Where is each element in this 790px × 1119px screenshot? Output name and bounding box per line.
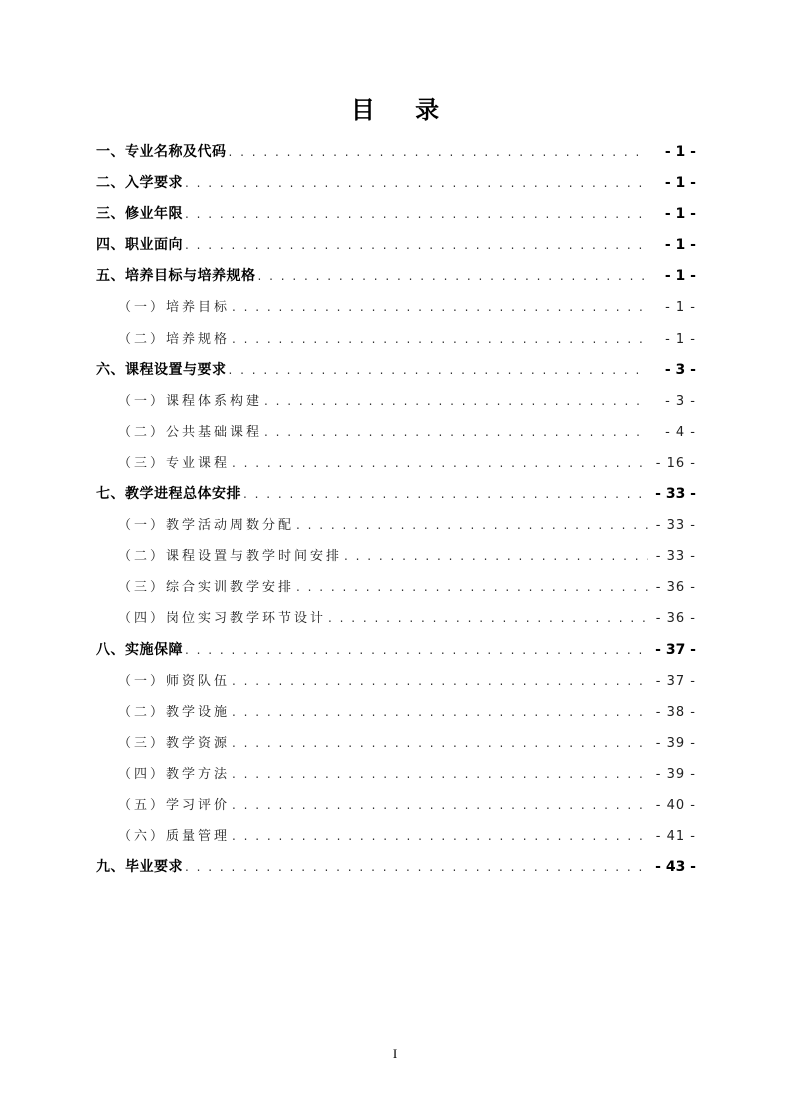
toc-entry-page: - 1 -: [664, 144, 696, 160]
toc-entry[interactable]: [96, 479, 696, 510]
dot-leader: [232, 728, 648, 759]
toc-entry-page: - 40 -: [655, 797, 696, 813]
toc-entry-page: - 37 -: [655, 673, 696, 689]
toc-entry-title: （一）教学活动周数分配: [118, 518, 295, 534]
toc-entry-page: - 41 -: [655, 829, 696, 845]
toc-entry-page: - 36 -: [655, 580, 696, 596]
dot-leader: [264, 386, 648, 417]
dot-leader: [232, 448, 648, 479]
toc-entry-title: 九、毕业要求: [96, 859, 183, 876]
toc-entry-page: - 1 -: [665, 331, 696, 347]
dot-leader: [229, 137, 649, 168]
toc-entry-page: - 1 -: [664, 268, 696, 285]
toc-entry-title: （三）教学资源: [118, 735, 231, 751]
toc-entry-page: - 33 -: [655, 486, 696, 503]
dot-leader: [232, 790, 648, 821]
dot-leader: [258, 261, 649, 292]
toc-subentry[interactable]: [96, 510, 696, 541]
toc-entry[interactable]: [96, 168, 696, 199]
toc-entry-title: （三）专业课程: [118, 455, 231, 471]
toc-entry-title: 一、专业名称及代码: [96, 144, 227, 160]
toc-subentry[interactable]: [96, 790, 696, 821]
dot-leader: [185, 230, 648, 261]
toc-entry-title: （一）培养目标: [118, 300, 231, 316]
toc-subentry[interactable]: [96, 572, 696, 603]
table-of-contents: [96, 137, 696, 883]
toc-entry-title: （一）师资队伍: [118, 673, 231, 689]
toc-subentry[interactable]: [96, 666, 696, 697]
toc-entry-title: 六、课程设置与要求: [96, 361, 227, 378]
toc-entry-page: - 36 -: [655, 611, 696, 627]
dot-leader: [185, 199, 648, 230]
toc-entry-page: - 1 -: [664, 237, 696, 254]
dot-leader: [229, 355, 649, 386]
toc-entry-title: （二）公共基础课程: [118, 424, 263, 440]
toc-entry-title: 二、入学要求: [96, 175, 183, 192]
dot-leader: [185, 852, 648, 883]
toc-subentry[interactable]: [96, 386, 696, 417]
toc-entry-title: （四）教学方法: [118, 766, 231, 782]
toc-entry-page: - 33 -: [655, 549, 696, 565]
dot-leader: [243, 479, 648, 510]
toc-subentry[interactable]: [96, 324, 696, 355]
toc-entry-page: - 4 -: [665, 424, 696, 440]
toc-entry[interactable]: [96, 355, 696, 386]
toc-entry[interactable]: [96, 137, 696, 168]
dot-leader: [296, 510, 648, 541]
dot-leader: [232, 666, 648, 697]
dot-leader: [344, 541, 648, 572]
dot-leader: [232, 324, 648, 355]
toc-subentry[interactable]: [96, 821, 696, 852]
toc-entry-page: - 33 -: [655, 518, 696, 534]
toc-entry-title: （四）岗位实习教学环节设计: [118, 611, 327, 627]
toc-entry-page: - 39 -: [655, 735, 696, 751]
toc-entry-title: （三）综合实训教学安排: [118, 580, 295, 596]
toc-entry-title: 七、教学进程总体安排: [96, 486, 241, 503]
dot-leader: [185, 168, 648, 199]
toc-entry[interactable]: [96, 261, 696, 292]
toc-entry-title: （二）课程设置与教学时间安排: [118, 549, 343, 565]
toc-entry-page: - 1 -: [664, 175, 696, 192]
toc-entry-title: （五）学习评价: [118, 797, 231, 813]
toc-subentry[interactable]: [96, 541, 696, 572]
dot-leader: [328, 603, 648, 634]
toc-entry-page: - 3 -: [664, 361, 696, 378]
toc-subentry[interactable]: [96, 697, 696, 728]
toc-entry-page: - 39 -: [655, 766, 696, 782]
toc-subentry[interactable]: [96, 759, 696, 790]
dot-leader: [232, 697, 648, 728]
toc-entry-page: - 3 -: [665, 393, 696, 409]
toc-entry-page: - 43 -: [655, 859, 696, 876]
toc-entry-page: - 16 -: [655, 455, 696, 471]
toc-entry-title: （六）质量管理: [118, 829, 231, 845]
toc-subentry[interactable]: [96, 417, 696, 448]
page-number: I: [392, 1046, 398, 1061]
toc-entry-title: （二）教学设施: [118, 704, 231, 720]
toc-entry[interactable]: [96, 635, 696, 666]
toc-subentry[interactable]: [96, 448, 696, 479]
toc-subentry[interactable]: [96, 292, 696, 323]
toc-entry-page: - 1 -: [665, 300, 696, 316]
toc-entry-title: （一）课程体系构建: [118, 393, 263, 409]
toc-entry[interactable]: [96, 199, 696, 230]
toc-entry-title: （二）培养规格: [118, 331, 231, 347]
toc-entry[interactable]: [96, 230, 696, 261]
toc-entry-title: 五、培养目标与培养规格: [96, 268, 256, 285]
dot-leader: [296, 572, 648, 603]
toc-entry-title: 四、职业面向: [96, 237, 183, 254]
dot-leader: [232, 759, 648, 790]
dot-leader: [232, 292, 648, 323]
toc-entry-page: - 38 -: [655, 704, 696, 720]
toc-title: 目 录: [350, 95, 456, 124]
dot-leader: [264, 417, 648, 448]
toc-entry-title: 三、修业年限: [96, 206, 183, 223]
toc-subentry[interactable]: [96, 603, 696, 634]
toc-entry[interactable]: [96, 852, 696, 883]
toc-entry-title: 八、实施保障: [96, 641, 183, 658]
toc-subentry[interactable]: [96, 728, 696, 759]
toc-entry-page: - 37 -: [655, 641, 696, 658]
dot-leader: [185, 635, 648, 666]
dot-leader: [232, 821, 648, 852]
toc-entry-page: - 1 -: [664, 206, 696, 223]
